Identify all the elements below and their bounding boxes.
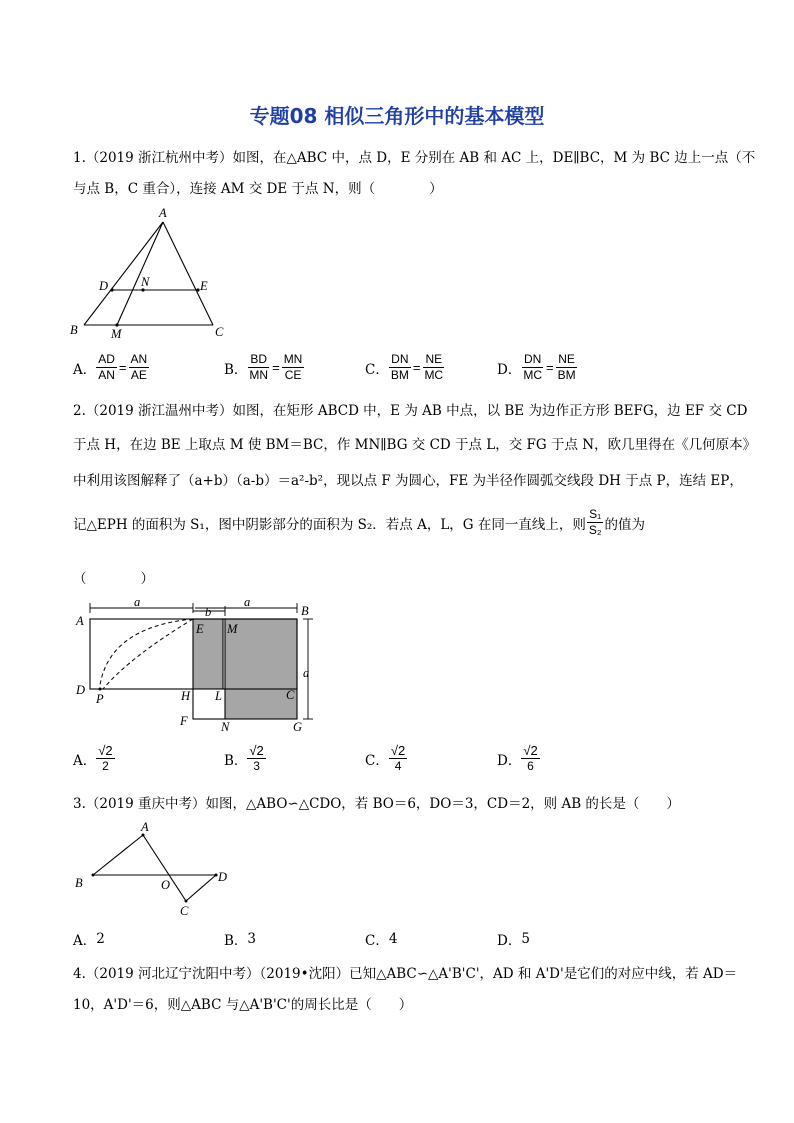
page-title: 专题08 相似三角形中的基本模型 [249,104,545,128]
q2-label-L: L [215,689,222,703]
q1-figure [60,200,240,345]
q2-label-G: G [293,720,303,734]
q2-label-D: D [76,683,86,697]
q1-label-A: A [159,206,167,220]
q2-label-H: H [181,689,191,703]
q3-label-C: C [180,904,189,918]
q2-label-b-top: b [205,605,212,619]
q2-option-b[interactable]: B． $\frac{√2}{3}$ [224,743,264,773]
q3-option-b[interactable]: B． 3 [224,931,257,949]
q2-label-E: E [196,622,204,636]
q1-stem-line2: 与点 B，C 重合），连接 AM 交 DE 于点 N，则（ ） [73,181,443,197]
q2-stem-line5: （ ） [73,571,154,587]
q2-stem-line2: 于点 H，在边 BE 上取点 M 使 BM＝BC，作 MN∥BG 交 CD 于点 L，交 FG 于点 N，欧几里得在《几何原本》 [73,437,757,453]
q1-label-M: M [111,327,122,341]
q2-stem-line4: 记△EPH 的面积为 S₁，图中阴影部分的面积为 S₂．若点 A，L，G 在同一直线上，则 $\frac{\text{S₁}}{\text{S₂}}$ 的值为 [73,507,646,537]
q1-option-b[interactable]: B． $\frac{BD}{MN}$ = $\frac{MN}{CE}$ [224,352,303,382]
q2-option-d[interactable]: D． $\frac{√2}{6}$ [497,743,538,773]
q1-label-D: D [99,279,109,293]
q4-stem-line1: 4.（2019 河北辽宁沈阳中考）（2019•沈阳）已知△ABC∽△A'B'C'，AD 和 A'D'是它们的对应中线，若 AD＝ [73,966,738,982]
q2-label-C: C [286,688,295,702]
q3-option-d[interactable]: D． 5 [497,931,530,949]
q3-label-D: D [218,870,228,884]
q2-label-a-top2: a [244,597,251,609]
q2-stem-line1: 2.（2019 浙江温州中考）如图，在矩形 ABCD 中，E 为 AB 中点，以 BE 为边作正方形 BEFG，边 EF 交 CD [73,403,748,419]
q3-stem: 3.（2019 重庆中考）如图，△ABO∽△CDO，若 BO＝6，DO＝3，CD＝2，则 AB 的长是（ ） [73,796,680,812]
q2-label-M: M [227,622,238,636]
q2-label-N: N [221,720,230,734]
q2-label-a-top: a [134,597,141,609]
q1-option-a[interactable]: A． $\frac{AD}{AN}$ = $\frac{AN}{AE}$ [73,352,148,382]
q1-option-d[interactable]: D． $\frac{DN}{MC}$ = $\frac{NE}{BM}$ [497,352,576,382]
q3-figure [68,815,248,920]
q2-label-A: A [76,614,84,628]
q3-option-c[interactable]: C． 4 [365,931,398,949]
q2-label-P: P [96,692,104,706]
q2-option-a[interactable]: A． $\frac{√2}{2}$ [73,743,113,773]
q3-label-B: B [75,876,83,890]
q4-stem-line2: 10，A'D'＝6，则△ABC 与△A'B'C'的周长比是（ ） [73,997,413,1013]
q2-option-c[interactable]: C． $\frac{√2}{4}$ [365,743,406,773]
q3-option-a[interactable]: A． 2 [73,931,105,949]
q2-label-F: F [180,714,188,728]
q2-figure [70,597,330,740]
q3-label-A: A [141,820,149,834]
q1-label-E: E [200,279,208,293]
q2-stem-line3: 中利用该图解释了（a+b）（a-b）＝a²-b²，现以点 F 为圆心，FE 为半径作圆弧交线段 DH 于点 P，连结 EP， [73,473,743,489]
q2-label-a-right: a [303,666,310,680]
q1-option-c[interactable]: C． $\frac{DN}{BM}$ = $\frac{NE}{MC}$ [365,352,444,382]
q1-label-B: B [70,323,78,337]
q1-label-N: N [141,275,150,289]
q1-stem-line1: 1.（2019 浙江杭州中考）如图，在△ABC 中，点 D，E 分别在 AB 和 AC 上，DE∥BC，M 为 BC 边上一点（不 [73,150,756,166]
q3-label-O: O [161,878,171,892]
q1-label-C: C [215,325,224,339]
q2-label-B: B [301,604,309,618]
